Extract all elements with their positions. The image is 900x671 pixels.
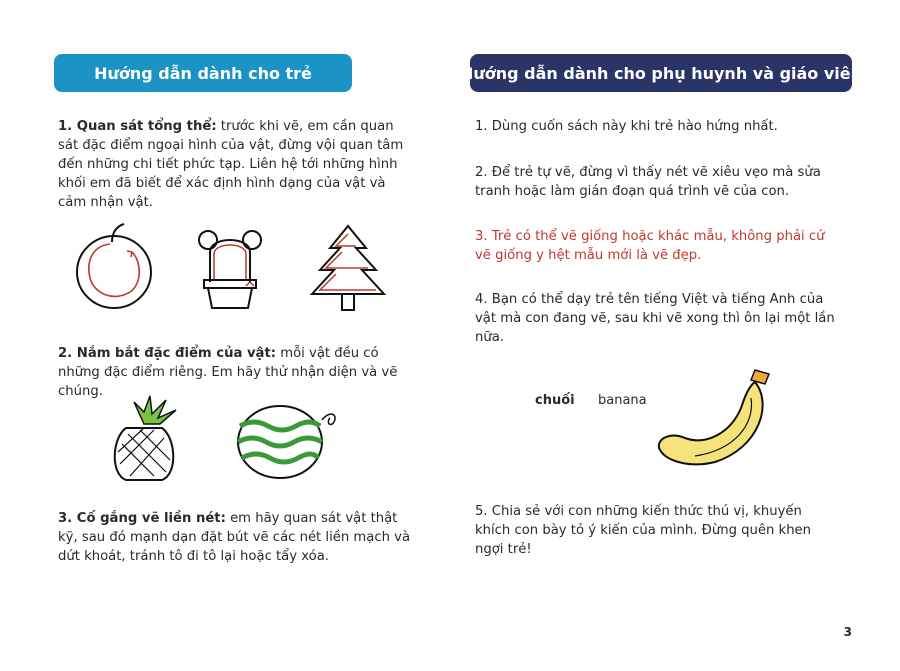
- right-item-2: 2. Để trẻ tự vẽ, đừng vì thấy nét vẽ xiêu vẹo mà sửa tranh hoặc làm gián đoạn quá trình vẽ của con.: [475, 165, 821, 199]
- pineapple-drawing: [104, 394, 184, 484]
- word-english: banana: [598, 393, 647, 408]
- banana-drawing: [655, 368, 785, 468]
- right-item-5: 5. Chia sẻ với con những kiến thức thú vị, khuyến khích con bày tỏ ý kiến của mình. Đừng quên khen ngợi trẻ!: [475, 504, 812, 557]
- cactus-drawing: [190, 222, 270, 314]
- left-item-1-title: 1. Quan sát tổng thể:: [58, 119, 217, 134]
- children-guide-banner: [54, 54, 352, 92]
- left-item-2: [58, 344, 416, 401]
- left-item-1-text: trước khi vẽ, em cần quan sát đặc điểm ngoại hình của vật, đừng vội quan tâm đến những chi tiết phức tạp. Liên hệ tới những hình khối em đã biết để xác định hình dạng của vật và cảm nhận vật.: [58, 119, 404, 210]
- left-item-1: [58, 117, 416, 212]
- left-item-2-text: mỗi vật đều có những đặc điểm riêng. Em hãy thử nhận diện và vẽ chúng.: [58, 346, 398, 399]
- left-item-3-text: em hãy quan sát vật thật kỹ, sau đó mạnh dạn đặt bút vẽ các nét liền mạch và dứt khoát, tránh tô đi tô lại hoặc tẩy xóa.: [58, 511, 411, 564]
- left-item-2-title: 2. Nắm bắt đặc điểm của vật:: [58, 346, 277, 361]
- watermelon-drawing: [234, 400, 344, 482]
- right-item-4: 4. Bạn có thể dạy trẻ tên tiếng Việt và tiếng Anh của vật mà con đang vẽ, sau khi vẽ xong thì ôn lại một lần nữa.: [475, 292, 835, 345]
- parents-teachers-guide-banner: [459, 54, 863, 92]
- right-item-1: 1. Dùng cuốn sách này khi trẻ hào hứng nhất.: [475, 119, 778, 134]
- left-item-3: [58, 509, 416, 566]
- pine-tree-drawing: [306, 222, 390, 314]
- parents-teachers-guide-title: Hướng dẫn dành cho phụ huynh và giáo viên: [459, 63, 863, 83]
- left-item-3-title: 3. Cố gắng vẽ liền nét:: [58, 511, 226, 526]
- word-vietnamese: chuối: [535, 393, 575, 408]
- right-item-3: 3. Trẻ có thể vẽ giống hoặc khác mẫu, không phải cứ vẽ giống y hệt mẫu mới là vẽ đẹp.: [475, 229, 825, 263]
- page-number: 3: [843, 625, 852, 639]
- children-guide-title: Hướng dẫn dành cho trẻ: [94, 63, 312, 83]
- apple-drawing: [72, 222, 158, 312]
